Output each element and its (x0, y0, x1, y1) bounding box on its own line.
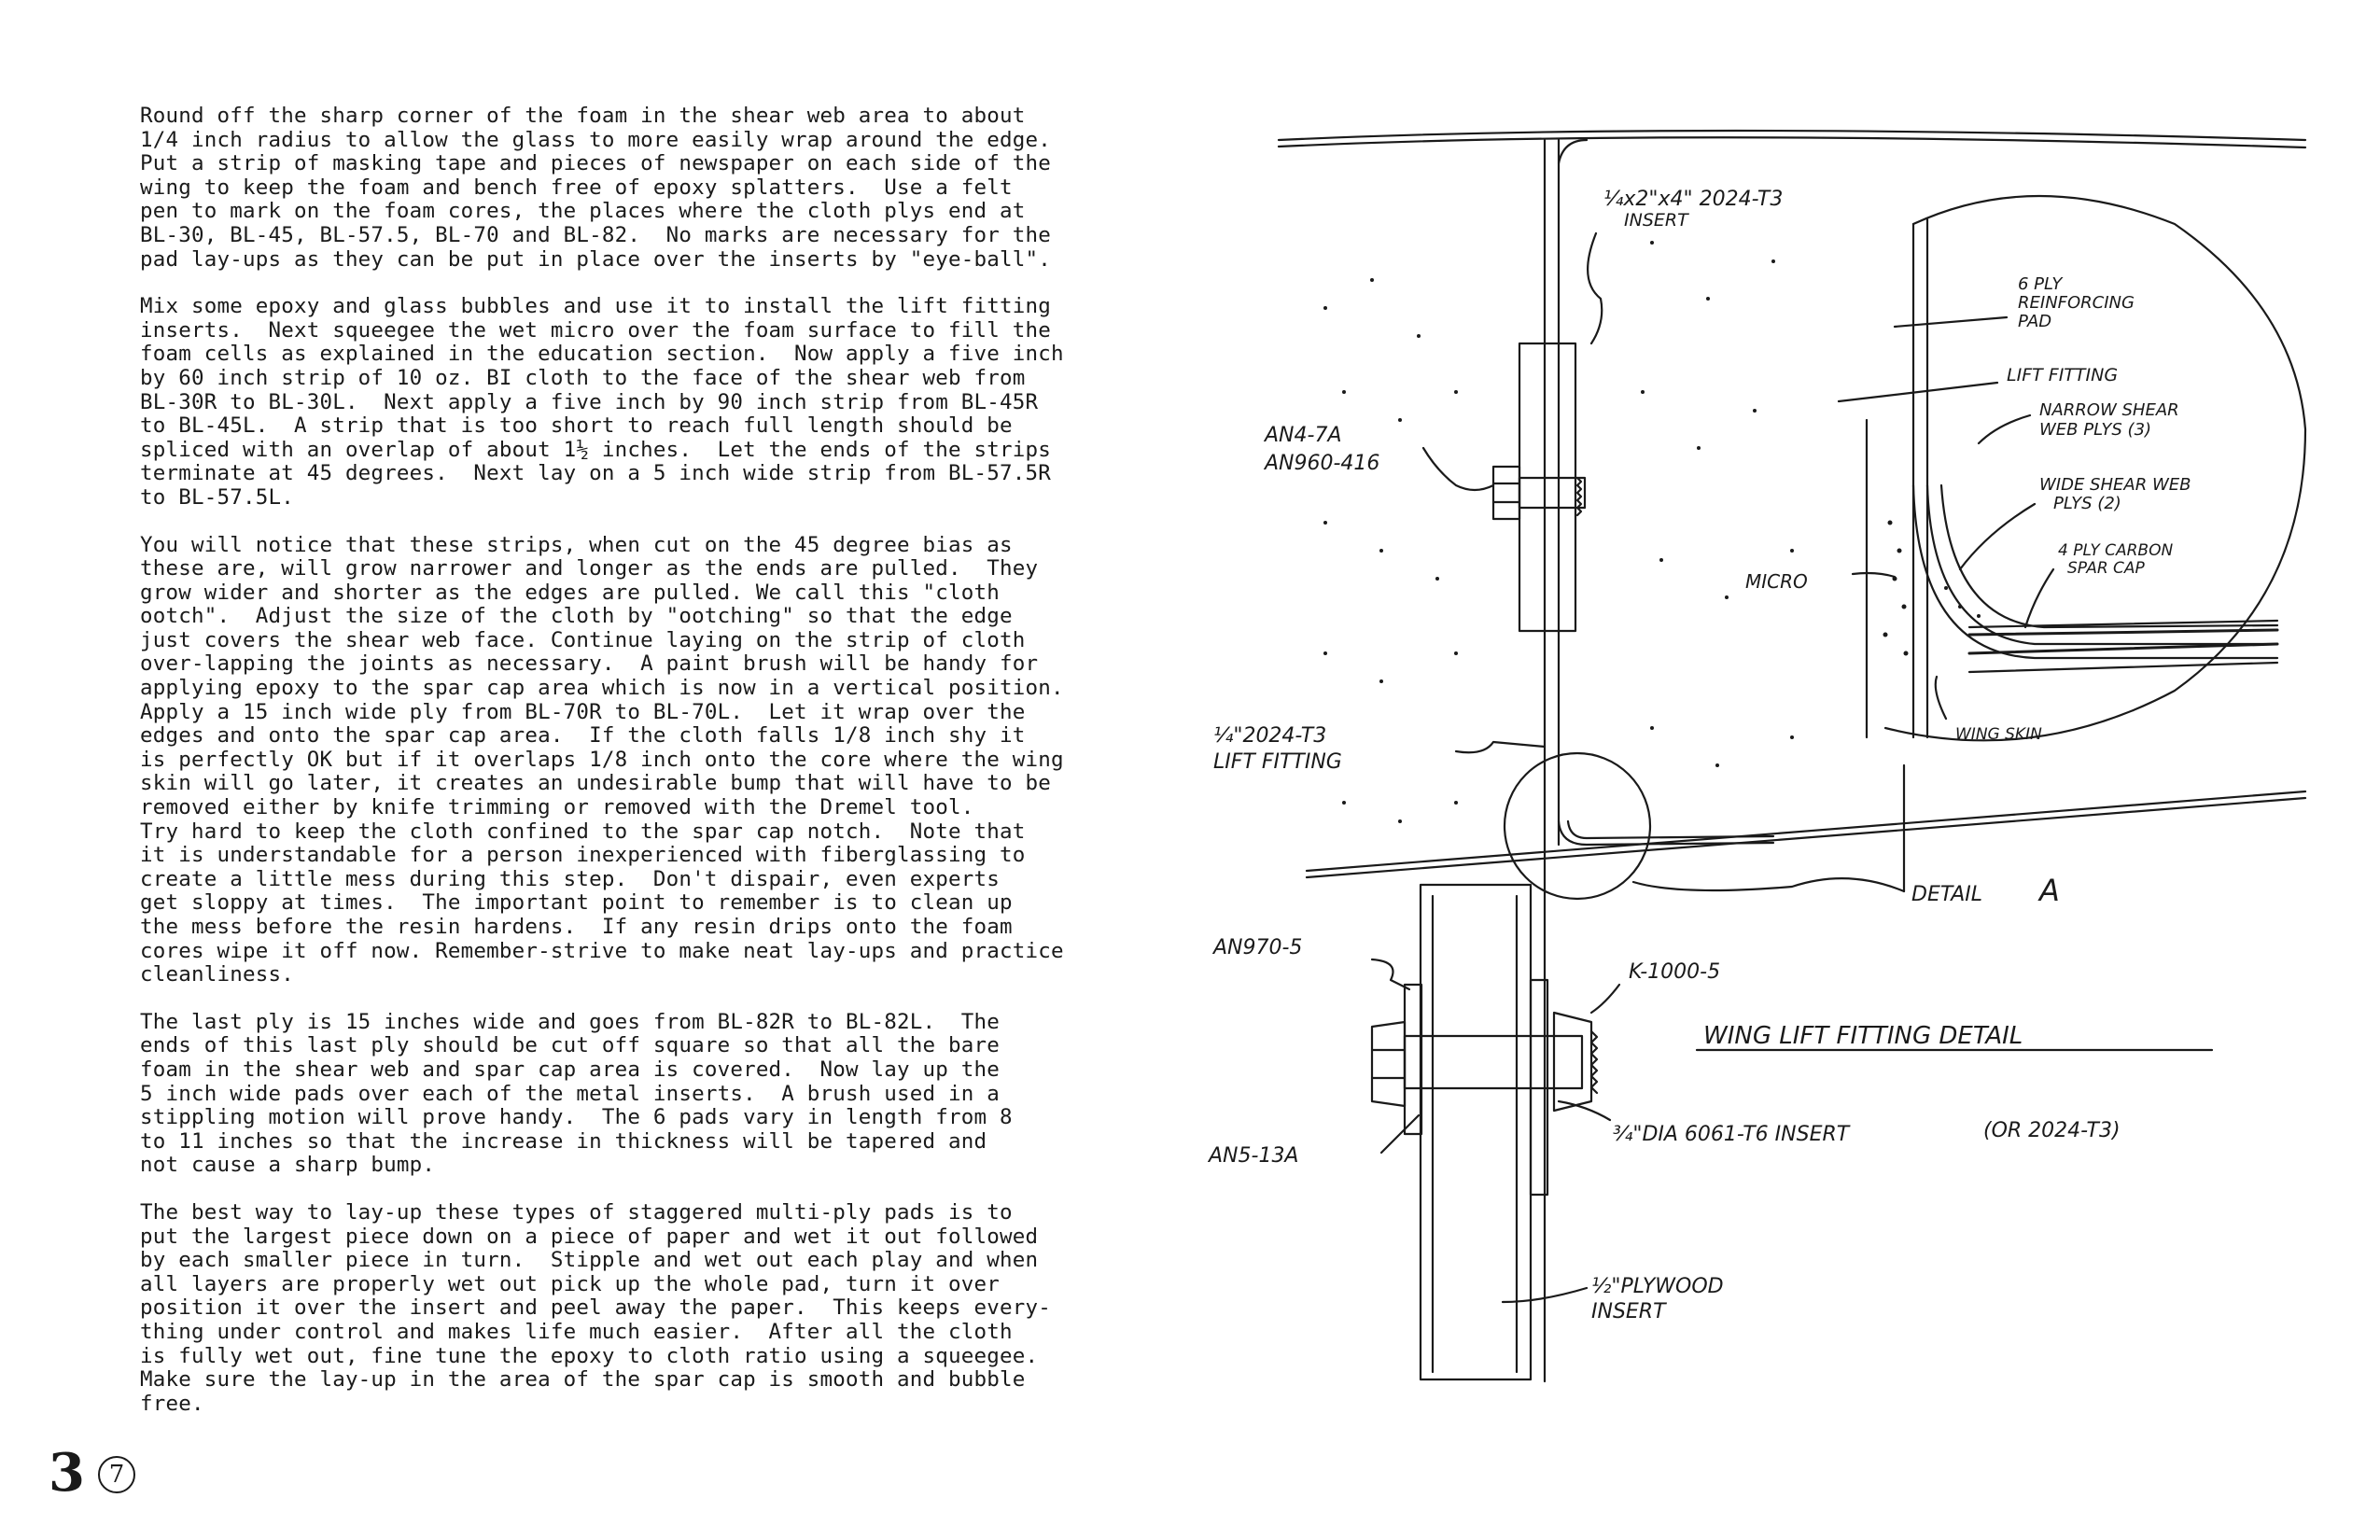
label-bolt-small-2: AN960-416 (1265, 452, 1380, 475)
leader-detail-a (1633, 878, 1904, 891)
leader-carbon (2025, 569, 2053, 627)
page-number: 3 (49, 1442, 85, 1504)
paragraph-foam-corner: Round off the sharp corner of the foam in the shear web area to about 1/4 inch radius to allow the glass to more easily wrap around the edge. Put a strip of masking tape and pieces of newspaper on each side of the wing to keep the foam and bench free of epoxy splatters. Use a felt pen to mark on the foam cores, the places where the cloth plys end at BL-30, BL-45, BL-57.5, BL-70 and BL-82. No marks are necessary for the pad lay-ups as they can be put in place over the inserts by "eye-ball". (140, 104, 1051, 272)
big-bolt-shank (1405, 1036, 1582, 1088)
lower-washer-left (1405, 985, 1421, 1134)
label-pad-2: REINFORCING (2018, 293, 2135, 313)
label-lift-fitting-1: ¼"2024-T3 (1213, 724, 1327, 748)
leader-top-insert (1588, 233, 1602, 343)
label-wing-skin: WING SKIN (1955, 725, 2042, 744)
chapter-circle-mark: 7 (98, 1456, 135, 1493)
plywood-insert (1421, 885, 1531, 1379)
label-detail: DETAIL (1911, 883, 1983, 906)
label-an970: AN970-5 (1213, 936, 1303, 959)
shear-web-lower-corner (1559, 821, 1773, 845)
wing-upper-skin-inner (1279, 137, 2305, 147)
wing-lower-skin (1307, 798, 2305, 877)
label-carbon-1: 4 PLY CARBON (2058, 541, 2174, 560)
leader-wide (1960, 504, 2035, 569)
shear-web-upper-corner (1559, 140, 1587, 163)
leader-micro (1853, 573, 1895, 577)
label-wide-1: WIDE SHEAR WEB (2039, 475, 2191, 495)
shear-web-lower-corner-inner (1568, 821, 1773, 838)
label-wide-2: PLYS (2) (2053, 494, 2121, 513)
label-narrow-1: NARROW SHEAR (2039, 400, 2179, 420)
label-an5: AN5-13A (1209, 1144, 1299, 1168)
label-narrow-2: WEB PLYS (3) (2039, 420, 2152, 440)
paragraph-inserts: Mix some epoxy and glass bubbles and use it to install the lift fitting inserts. Next squeegee the wet micro over the foam surface to fill the foam cells as explained in the education section. Now apply a five inch by 60 inch strip of 10 oz. BI cloth to the face of the shear web from BL-30R to BL-30L. Next apply a five inch by 90 inch strip from BL-45R to BL-45L. A strip that is too short to reach full length should be spliced with an overlap of about 1½ inches. Let the ends of the strips terminate at 45 degrees. Next lay on a 5 inch wide strip from BL-57.5R to BL-57.5L. (140, 294, 1064, 510)
detail-a-circle (1505, 753, 1650, 899)
label-insert-big-b: (OR 2024-T3) (1983, 1119, 2121, 1142)
leader-wing-skin (1936, 677, 1946, 719)
big-bolt-head (1372, 1022, 1405, 1106)
small-bolt-head (1493, 467, 1519, 519)
label-pad-3: PAD (2018, 312, 2052, 331)
label-detail-letter: A (2039, 873, 2060, 908)
label-carbon-2: SPAR CAP (2067, 559, 2145, 578)
small-bolt-thread (1577, 478, 1581, 515)
label-pad-1: 6 PLY (2018, 274, 2063, 294)
leader-narrow (1979, 415, 2030, 443)
leader-pad (1895, 317, 2007, 327)
leader-lift-fitting-detail (1839, 383, 1997, 401)
label-k1000: K-1000-5 (1629, 960, 1721, 984)
foam-stipple (1323, 241, 1981, 823)
paragraph-pads: The best way to lay-up these types of staggered multi-ply pads is to put the largest piece down on a piece of paper and wet it out followed by each smaller piece in turn. Stipple and wet out each play and when all layers are properly wet out pick up the whole pad, turn it over position it over the insert and peel away the paper. This keeps every- thing under control and makes life much easier. After all the cloth is fully wet out, fine tune the epoxy to cloth ratio using a squeegee. Make sure the lay-up in the area of the spar cap is smooth and bubble free. (140, 1199, 1051, 1416)
label-lift-fitting-detail: LIFT FITTING (2007, 365, 2119, 385)
label-insert-top-2: INSERT (1624, 210, 1688, 231)
leader-small-bolt (1423, 448, 1493, 490)
leader-k1000 (1591, 985, 1619, 1013)
label-micro: MICRO (1745, 570, 1808, 593)
label-plywood-2: INSERT (1591, 1300, 1666, 1323)
label-lift-fitting-2: LIFT FITTING (1213, 750, 1342, 774)
paragraph-cloth-ootch: You will notice that these strips, when cut on the 45 degree bias as these are, will grow narrower and longer as the ends are pulled. They grow wider and shorter as the edges are pulled. We call this "cloth ootch". Adjust the size of the cloth by "ootching" so that the edge just covers the shear web face. Continue laying on the strip of cloth over-lapping the joints as necessary. A paint brush will be handy for applying epoxy to the spar cap area which is now in a vertical position. Apply a 15 inch wide ply from BL-70R to BL-70L. Let it wrap over the edges and onto the spar cap area. If the cloth falls 1/8 inch shy it is perfectly OK but if it overlaps 1/8 inch onto the core where the wing skin will go later, it creates an undesirable bump that will have to be removed either by knife trimming or removed with the Dremel tool. Try hard to keep the cloth confined to the spar cap notch. Note that it is understandable for a person inexperienced with fiberglassing to create a little mess during this step. Don't dispair, even experts get sloppy at times. The important point to remember is to clean up the mess before the resin hardens. If any resin drips onto the foam cores wipe it off now. Remember-strive to make neat lay-ups and practice cleanliness. (140, 532, 1064, 987)
top-insert-plate (1519, 343, 1575, 631)
nut-k1000 (1554, 1013, 1591, 1111)
label-insert-big-a: ¾"DIA 6061-T6 INSERT (1613, 1123, 1850, 1146)
label-insert-top-1: ¼x2"x4" 2024-T3 (1603, 188, 1784, 211)
paragraph-last-ply: The last ply is 15 inches wide and goes from BL-82R to BL-82L. The ends of this last ply should be cut off square so that all the bare foam in the shear web and spar cap area is covered. Now lay up the 5 inch wide pads over each of the metal inserts. A brush used in a stippling motion will prove handy. The 6 pads vary in length from 8 to 11 inches so that the increase in thickness will be tapered and not cause a sharp bump. (140, 1009, 1013, 1178)
drawing-title: WING LIFT FITTING DETAIL (1703, 1022, 2023, 1050)
label-plywood-1: ½"PLYWOOD (1591, 1275, 1724, 1298)
leader-lift-fitting (1456, 742, 1545, 752)
label-bolt-small-1: AN4-7A (1265, 424, 1342, 447)
